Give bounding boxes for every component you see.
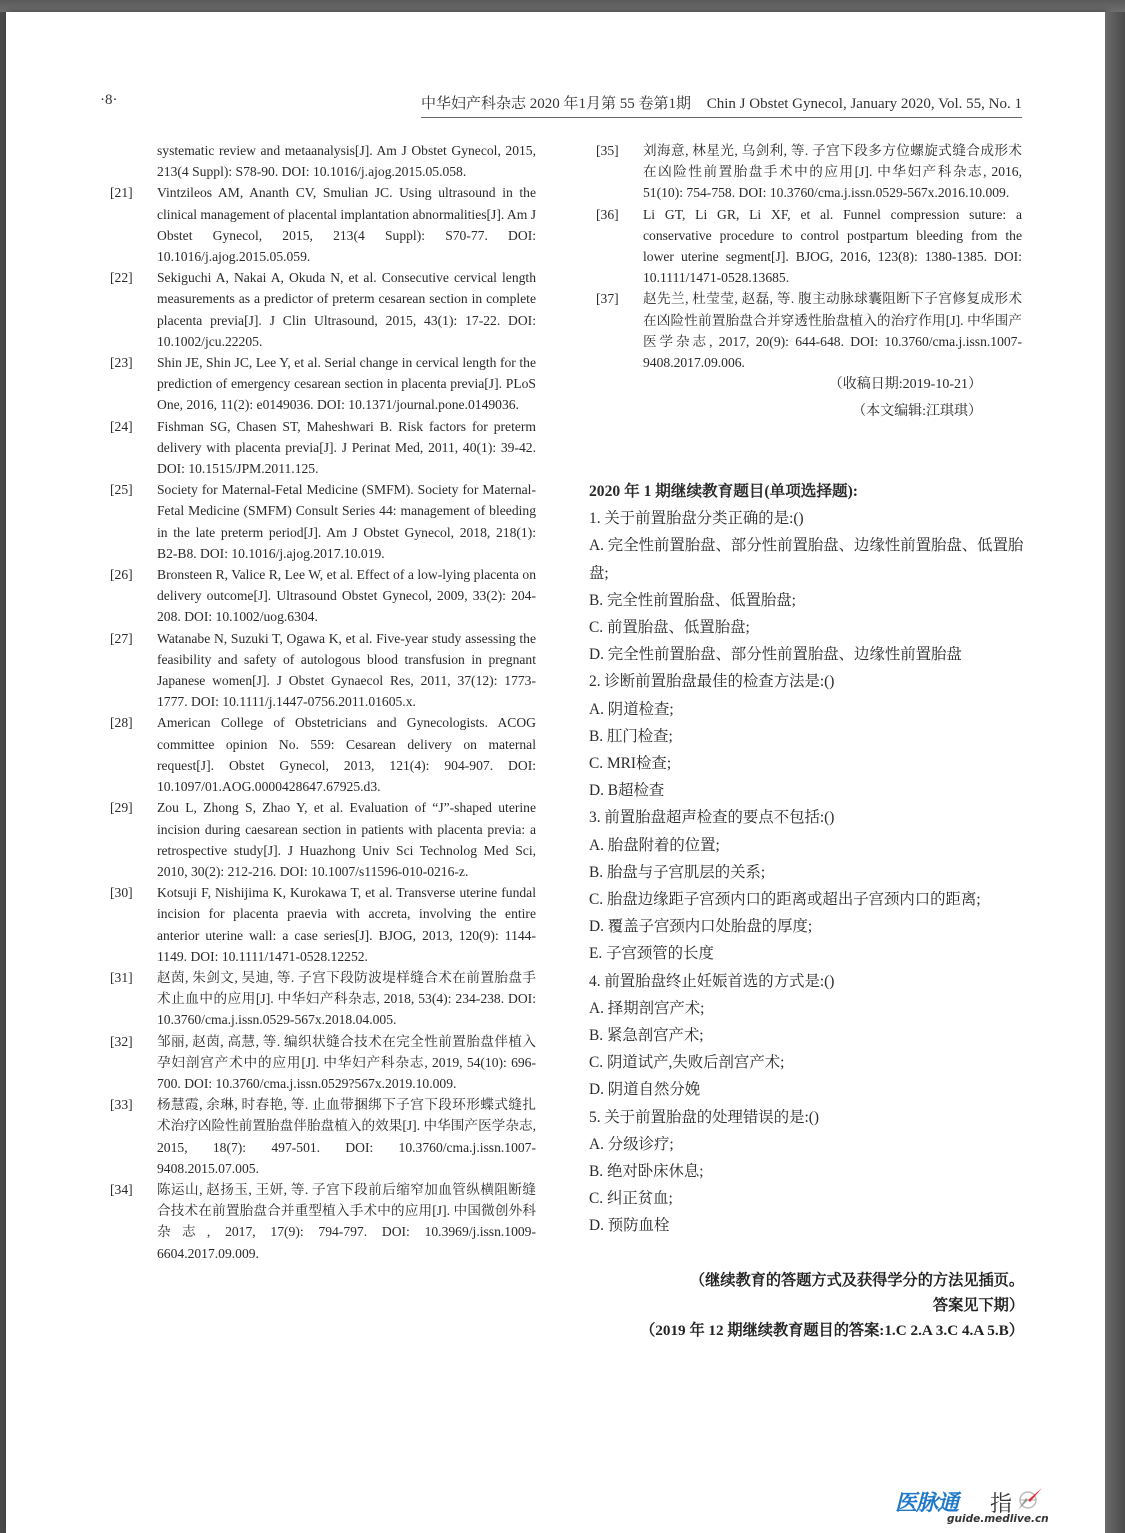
cme-option: D. 完全性前置胎盘、部分性前置胎盘、边缘性前置胎盘 [589,646,962,664]
cme-option: B. 绝对卧床休息; [589,1163,704,1181]
reference-number: [35] [596,143,619,158]
reference-item [110,416,536,480]
medlive-watermark [895,1482,1065,1528]
cme-option: C. MRI检查; [589,755,672,773]
cme-question: 1. 关于前置胎盘分类正确的是:() [589,510,804,528]
reference-item [110,882,536,967]
cme-option: C. 纠正贫血; [589,1190,673,1208]
reference-text: Watanabe N, Suzuki T, Ogawa K, et al. Five-year study assessing the feasibility and safety of autologous blood transfusion in pregnant Japanese women[J]. J Obstet Gynaecol Res, 2011, 37(12): 1773-1777. DOI: 10.1111/j.1447-0756.2011.01605.x. [157,630,536,710]
reference-number: [24] [110,418,133,434]
reference-text: Zou L, Zhong S, Zhao Y, et al. Evaluation of “J”-shaped uterine incision during caesarean section in patients with placenta previa: a retrospective study[J]. J Huazhong Univ Sci Technolog Med Sci, 2010, 30(2): 212-216. DOI: 10.1007/s11596-010-0216-z. [157,800,536,879]
reference-number: [28] [110,715,133,731]
cme-previous-answers: （2019 年 12 期继续教育题目的答案:1.C 2.A 3.C 4.A 5.B） [640,1322,1024,1339]
cme-option: C. 前置胎盘、低置胎盘; [589,619,750,637]
reference-text: 赵先兰, 杜莹莹, 赵磊, 等. 腹主动脉球囊阻断下子宫修复成形术在凶险性前置胎盘合并穿透性胎盘植入的治疗作用[J]. 中华围产医学杂志, 2017, 20(9): 644-648. DOI: 10.3760/cma.j.issn.1007-9408.2017.09.006. [643,291,1022,371]
reference-number: [21] [110,185,133,201]
medlive-brand-logo: 医脉通 [895,1491,959,1516]
cme-title: 2020 年 1 期继续教育题目(单项选择题): [589,483,858,500]
journal-citation [421,92,1022,118]
cme-option: A. 分级诊疗; [589,1135,674,1153]
reference-text: 邹丽, 赵茵, 高慧, 等. 编织状缝合技术在完全性前置胎盘伴植入孕妇剖宫产术中的应用[J]. 中华妇产科杂志, 2019, 54(10): 696-700. DOI: 10.3760/cma.j.issn.0529?567x.2019.10.009. [157,1033,536,1091]
article-editor: （本文编辑:江琪琪） [852,404,982,420]
guide-label: 指 [990,1492,1013,1517]
page-number: ·8· [100,92,118,108]
guide-url: guide.medlive.cn [947,1513,1049,1525]
cme-note-method: （继续教育的答题方式及获得学分的方法见插页。 [689,1272,1024,1289]
viewer-frame-right [1105,12,1125,1533]
reference-text: Li GT, Li GR, Li XF, et al. Funnel compression suture: a conservative procedure to control postpartum bleeding from the lower uterine segment[J]. BJOG, 2016, 123(8): 1380-1385. DOI: 10.1111/1471-0528.13685. [643,206,1022,286]
reference-item [110,1179,536,1264]
reference-number: [25] [110,482,133,498]
reference-item [110,628,536,713]
reference-text: 赵茵, 朱剑文, 吴迪, 等. 子宫下段防波堤样缝合术在前置胎盘手术止血中的应用[J]. 中华妇产科杂志, 2018, 53(4): 234-238. DOI: 10.3760/cma.j.issn.0529-567x.2018.04.005. [157,969,536,1028]
reference-item [110,479,536,564]
cme-option: B. 完全性前置胎盘、低置胎盘; [589,591,796,609]
cme-option: D. B超检查 [589,782,665,800]
references-right-column [596,140,1022,423]
reference-text: American College of Obstetricians and Gynecologists. ACOG committee opinion No. 559: Cesarean delivery on maternal request[J]. Obstet Gynecol, 2013, 121(4): 904-907. DOI: 10.1097/01.AOG.0000428647.67925.d3. [157,715,536,795]
reference-number: [29] [110,800,133,816]
reference-number: [34] [110,1181,133,1197]
cme-option: A. 完全性前置胎盘、部分性前置胎盘、边缘性前置胎盘、低置胎盘; [589,537,1024,582]
journal-title-cn: 中华妇产科杂志 2020 年1月第 55 卷第1期 [420,96,691,112]
cme-note-answers-next: 答案见下期） [932,1297,1024,1314]
journal-title-en: Chin J Obstet Gynecol, January 2020, Vol. 55, No. 1 [706,96,1022,112]
cme-option: C. 阴道试产,失败后剖宫产术; [589,1054,785,1072]
cme-option: B. 胎盘与子宫肌层的关系; [589,863,766,881]
cme-question: 4. 前置胎盘终止妊娠首选的方式是:() [589,972,835,990]
reference-item [110,712,536,797]
reference-item [596,204,1022,289]
cme-option: B. 紧急剖宫产术; [589,1027,704,1045]
reference-number: [33] [110,1097,133,1113]
running-header [100,92,1022,116]
reference-item [110,140,536,182]
reference-item [110,1031,536,1095]
reference-item [110,267,536,352]
reference-text: Kotsuji F, Nishijima K, Kurokawa T, et al. Transverse uterine fundal incision for placenta praevia with accreta, involving the entire anterior uterine wall: a case series[J]. BJOG, 2013, 120(9): 1144-1149. DOI: 10.1111/1471-0528.12252. [157,885,536,964]
reference-text: Bronsteen R, Valice R, Lee W, et al. Effect of a low-lying placenta on delivery outcome[J]. Ultrasound Obstet Gynecol, 2009, 33(2): 204-208. DOI: 10.1002/uog.6304. [157,567,536,625]
reference-item [110,182,536,267]
reference-item [110,967,536,1031]
reference-item [110,1094,536,1179]
reference-item [110,352,536,416]
reference-number: [27] [110,630,133,646]
reference-number: [23] [110,355,133,371]
reference-text: 陈运山, 赵扬玉, 王妍, 等. 子宫下段前后缩窄加血管纵横阻断缝合技术在前置胎盘合并重型植入手术中的应用[J]. 中国微创外科杂志, 2017, 17(9): 794-797. DOI: 10.3969/j.issn.1009-6604.2017.09.009. [157,1181,536,1261]
reference-text: Society for Maternal-Fetal Medicine (SMFM). Society for Maternal-Fetal Medicine (SMFM) Consult Series 44: management of bleeding in the late preterm period[J]. Am J Obstet Gynecol, 2018, 218(1): B2-B8. DOI: 10.1016/j.ajog.2017.10.019. [157,482,536,561]
reference-number: [26] [110,567,133,583]
reference-number: [22] [110,270,133,286]
reference-text: Sekiguchi A, Nakai A, Okuda N, et al. Consecutive cervical length measurements as a predictor of preterm cesarean section in complete placenta previa[J]. J Clin Ultrasound, 2015, 43(1): 17-22. DOI: 10.1002/jcu.22205. [157,270,536,349]
cme-section [589,478,1029,1240]
cme-option: A. 阴道检查; [589,700,674,718]
reference-text: Fishman SG, Chasen ST, Maheshwari B. Risk factors for preterm delivery with placenta previa[J]. J Perinat Med, 2011, 40(1): 39-42. DOI: 10.1515/JPM.2011.125. [157,418,536,477]
cme-option: D. 预防血栓 [589,1217,670,1235]
references-left-column [110,140,536,1264]
reference-number: [37] [596,291,619,307]
compass-icon [1016,1486,1044,1512]
reference-text: Shin JE, Shin JC, Lee Y, et al. Serial change in cervical length for the prediction of emergency cesarean section in placenta previa[J]. PLoS One, 2016, 11(2): e0149036. DOI: 10.1371/journal.pone.0149036. [157,355,536,413]
reference-item [596,140,1022,204]
cme-option: D. 覆盖子宫颈内口处胎盘的厚度; [589,918,813,936]
reference-number: [31] [110,969,133,985]
reference-number: [36] [596,206,619,222]
cme-option: A. 择期剖宫产术; [589,999,705,1017]
reference-item [596,288,1022,373]
cme-option: A. 胎盘附着的位置; [589,836,720,854]
cme-option: B. 肛门检查; [589,727,673,745]
reference-item [110,564,536,628]
cme-option: C. 胎盘边缘距子宫颈内口的距离或超出子宫颈内口的距离; [589,891,981,909]
reference-number: [30] [110,885,133,901]
viewer-frame-top [0,0,1125,12]
cme-question-list [589,505,1029,1239]
cme-option: D. 阴道自然分娩 [589,1081,701,1099]
cme-question: 3. 前置胎盘超声检查的要点不包括:() [589,809,835,827]
reference-text: Vintzileos AM, Ananth CV, Smulian JC. Using ultrasound in the clinical management of placental implantation abnormalities[J]. Am J Obstet Gynecol, 2015, 213(4 Suppl): S70-77. DOI: 10.1016/j.ajog.2015.05.059. [157,185,536,265]
cme-question: 2. 诊断前置胎盘最佳的检查方法是:() [589,673,835,691]
reference-text: systematic review and metaanalysis[J]. Am J Obstet Gynecol, 2015, 213(4 Suppl): S78-90. DOI: 10.1016/j.ajog.2015.05.058. [157,143,536,180]
reference-number: [32] [110,1033,133,1049]
reference-text: 刘海意, 林星光, 乌剑利, 等. 子宫下段多方位螺旋式缝合成形术在凶险性前置胎盘手术中的应用[J]. 中华妇产科杂志, 2016, 51(10): 754-758. DOI: 10.3760/cma.j.issn.0529-567x.2016.10.009. [643,143,1022,201]
received-date: （收稿日期:2019-10-21） [828,377,982,393]
cme-option: E. 子宫颈管的长度 [589,945,714,963]
cme-notes [589,1268,1024,1343]
cme-question: 5. 关于前置胎盘的处理错误的是:() [589,1108,819,1126]
reference-text: 杨慧霞, 余琳, 时春艳, 等. 止血带捆绑下子宫下段环形蝶式缝扎术治疗凶险性前置胎盘伴胎盘植入的效果[J]. 中华围产医学杂志, 2015, 18(7): 497-501. DOI: 10.3760/cma.j.issn.1007-9408.2015.07.005. [157,1097,536,1176]
reference-item [110,797,536,882]
